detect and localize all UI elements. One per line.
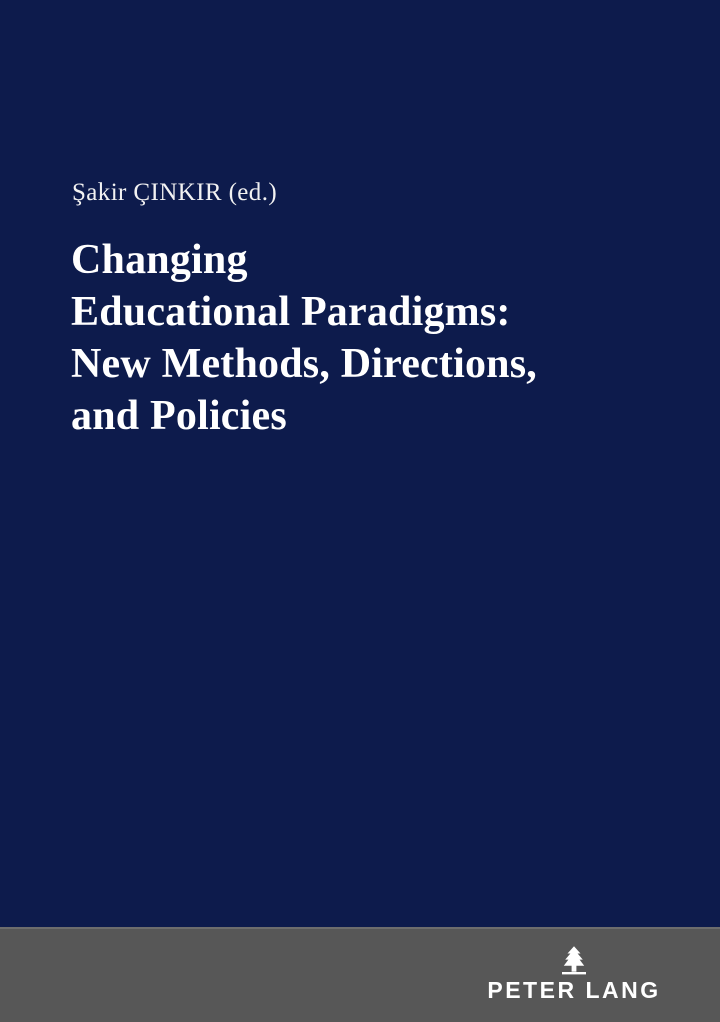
title-line-4: and Policies — [71, 393, 287, 439]
cover-footer — [0, 927, 720, 1022]
title-line-2: Educational Paradigms: — [71, 289, 511, 335]
peter-lang-tree-icon — [561, 945, 587, 975]
publisher-name: PETER LANG — [487, 977, 661, 1003]
publisher-logo — [464, 945, 684, 1009]
title-line-3: New Methods, Directions, — [71, 341, 537, 387]
footer-divider — [0, 927, 720, 929]
editor-credit: Şakir ÇINKIR (ed.) — [72, 179, 278, 206]
title-line-1: Changing — [71, 237, 248, 283]
book-title — [71, 234, 651, 442]
